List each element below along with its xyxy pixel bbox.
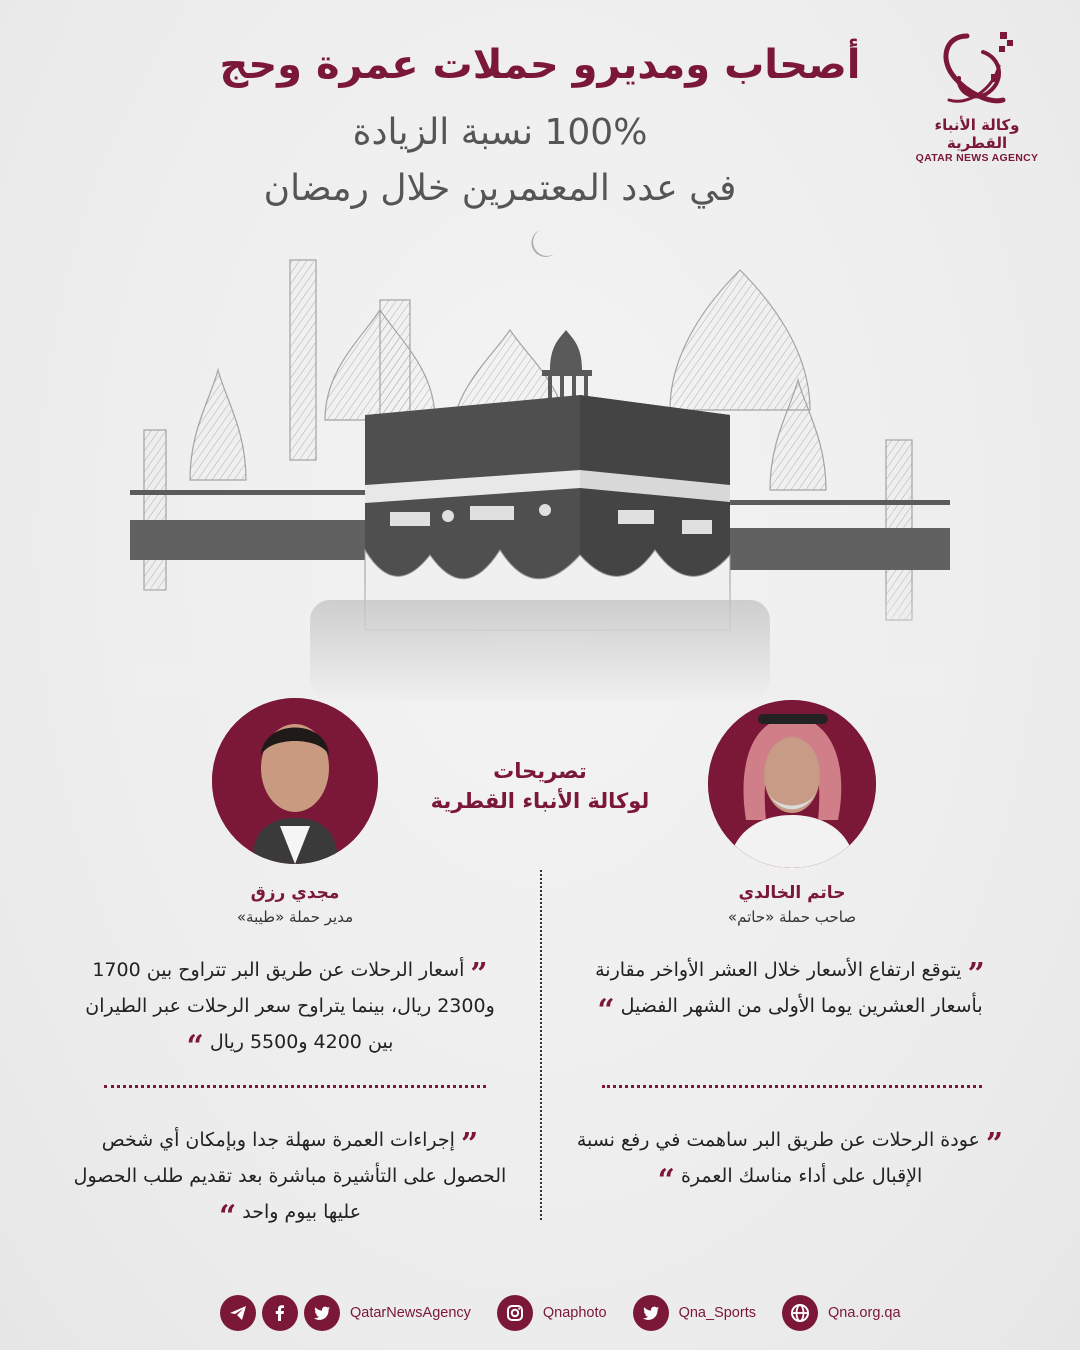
quote-text: أسعار الرحلات عن طريق البر تتراوح بين 1700 و2300 ريال، بينما يتراوح سعر الرحلات عبر الطيران بين 4200 و5500 ريال xyxy=(85,959,495,1053)
quote-right-2 xyxy=(570,1122,1010,1198)
person-role-left: مدير حملة «طيبة» xyxy=(236,908,354,926)
handle-qnaphoto[interactable]: Qnaphoto xyxy=(542,1305,607,1321)
quote-left-1 xyxy=(70,952,510,1064)
subheadline-line2: في عدد المعتمرين خلال رمضان xyxy=(263,168,737,209)
subheadline-line1: 100% نسبة الزيادة xyxy=(352,112,648,153)
avatar-hatem-al-khaldi xyxy=(708,700,876,868)
open-quote-icon: ” xyxy=(461,1127,479,1162)
handle-qatarnewsagency[interactable]: QatarNewsAgency xyxy=(350,1305,471,1321)
twitter-icon[interactable] xyxy=(304,1295,340,1331)
open-quote-icon: ” xyxy=(470,957,488,992)
quote-left-2 xyxy=(70,1122,510,1234)
quote-text: إجراءات العمرة سهلة جدا وبإمكان أي شخص الحصول على التأشيرة مباشرة بعد تقديم طلب الحصول عليها بيوم واحد xyxy=(73,1129,507,1223)
vertical-divider xyxy=(540,870,542,1220)
twitter-icon[interactable] xyxy=(633,1295,669,1331)
open-quote-icon: ” xyxy=(985,1127,1004,1162)
facebook-icon[interactable] xyxy=(262,1295,298,1331)
qna-logo xyxy=(902,30,1052,164)
avatar-magdy-rizk xyxy=(212,698,378,864)
statements-title xyxy=(390,756,690,816)
logo-english-name: QATAR NEWS AGENCY xyxy=(915,152,1039,164)
statements-title-line2: لوكالة الأنباء القطرية xyxy=(430,789,650,813)
close-quote-icon: “ xyxy=(218,1199,237,1234)
person-photo-icon xyxy=(708,700,876,868)
person-role-right: صاحب حملة «حاتم» xyxy=(727,908,857,926)
quote-text: يتوقع ارتفاع الأسعار خلال العشر الأواخر مقارنة بأسعار العشرين يوما الأولى من الشهر الفضيل xyxy=(595,959,983,1017)
qna-emblem-icon xyxy=(937,30,1017,112)
person-photo-icon xyxy=(212,698,378,864)
close-quote-icon: “ xyxy=(186,1029,204,1064)
telegram-icon[interactable] xyxy=(220,1295,256,1331)
open-quote-icon: ” xyxy=(967,957,985,992)
kaaba-illustration xyxy=(130,220,950,700)
handle-qna-sports[interactable]: Qna_Sports xyxy=(678,1305,756,1321)
main-headline: أصحاب ومديرو حملات عمرة وحج xyxy=(219,42,861,88)
statements-title-line1: تصريحات xyxy=(493,759,587,783)
logo-arabic-name: وكالة الأنباء القطرية xyxy=(934,116,1020,152)
instagram-icon[interactable] xyxy=(497,1295,533,1331)
dotted-divider-left xyxy=(104,1085,486,1088)
person-name-right: حاتم الخالدي xyxy=(738,883,846,903)
globe-icon[interactable] xyxy=(782,1295,818,1331)
dotted-divider-right xyxy=(602,1085,982,1088)
quote-text: عودة الرحلات عن طريق البر ساهمت في رفع نسبة الإقبال على أداء مناسك العمرة xyxy=(576,1129,980,1187)
close-quote-icon: “ xyxy=(597,993,615,1028)
social-footer xyxy=(220,1294,921,1332)
person-name-left: مجدي رزق xyxy=(250,883,340,903)
handle-website[interactable]: Qna.org.qa xyxy=(827,1305,901,1321)
close-quote-icon: “ xyxy=(657,1163,675,1198)
quote-right-1 xyxy=(570,952,1010,1028)
